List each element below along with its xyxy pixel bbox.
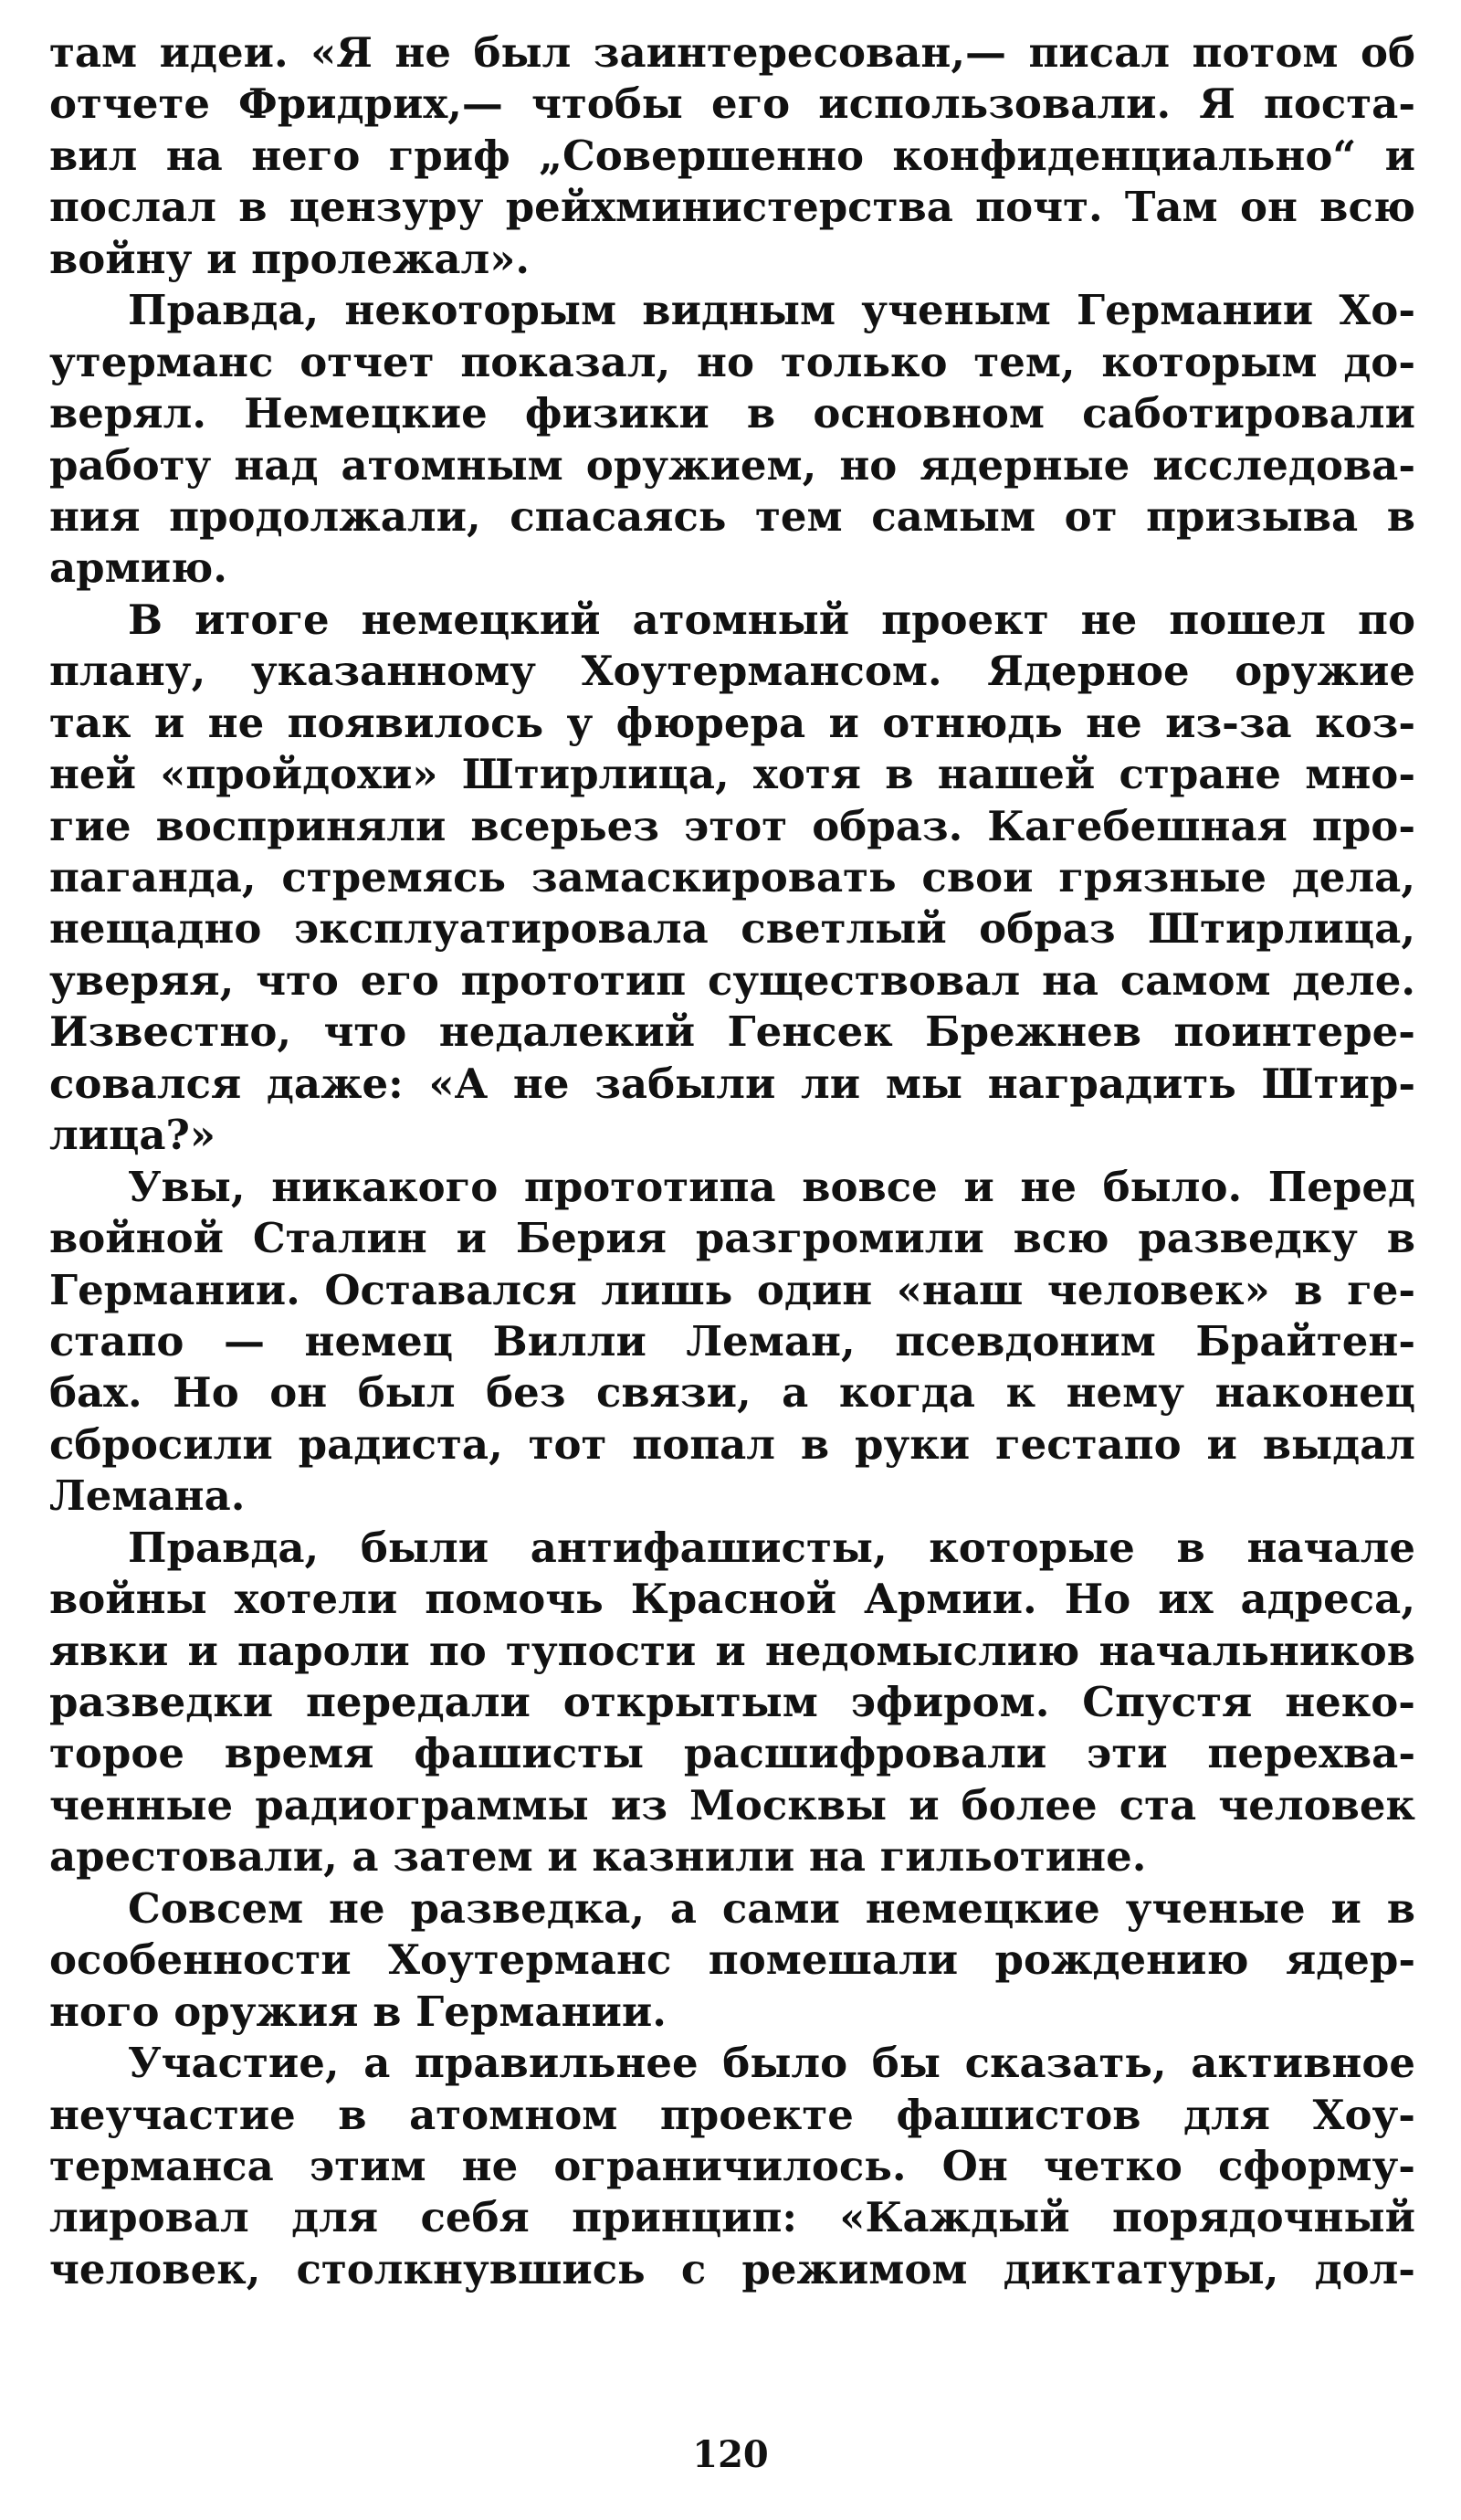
text-line: совался даже: «А не забыли ли мы наградить Штир- [49,1059,1415,1108]
text-line: В итоге немецкий атомный проект не пошел по [128,595,1415,644]
text-line: Известно, что недалекий Генсек Брежнев поинтере- [49,1007,1415,1057]
text-line: верял. Немецкие физики в основном саботировали [49,389,1415,438]
text-line: войной Сталин и Берия разгромили всю разведку в [49,1214,1415,1263]
text-line: гие восприняли всерьез этот образ. Кагебешная про- [49,801,1415,850]
text-line: ного оружия в Германии. [49,1987,667,2036]
text-line: Совсем не разведка, а сами немецкие ученые и в [128,1883,1415,1933]
text-line: паганда, стремясь замаскировать свои грязные дела, [49,853,1415,902]
text-line: Участие, а правильнее было бы сказать, активное [128,2039,1415,2088]
text-line: бах. Но он был без связи, а когда к нему наконец [49,1368,1415,1418]
text-line: плану, указанному Хоутермансом. Ядерное оружие [49,647,1415,696]
text-line: нещадно эксплуатировала светлый образ Штирлица, [49,904,1415,954]
text-line: человек, столкнувшись с режимом диктатуры, дол- [49,2244,1415,2293]
body-text [49,27,1415,2295]
text-line: армию. [49,543,227,593]
text-line: Правда, были антифашисты, которые в начале [128,1523,1415,1572]
text-line: войны хотели помочь Красной Армии. Но их адреса, [49,1575,1415,1624]
text-line: Правда, некоторым видным ученым Германии Хо- [128,286,1415,335]
paragraph [49,1523,1415,1883]
text-line: так и не появилось у фюрера и отнюдь не из-за коз- [49,698,1415,747]
text-line: торое время фашисты расшифровали эти перехва- [49,1729,1415,1778]
paragraph [49,285,1415,595]
text-line: послал в цензуру рейхминистерства почт. Там он всю [49,183,1415,232]
text-line: войну и пролежал». [49,234,531,283]
text-line: лица?» [49,1111,215,1160]
paragraph [49,595,1415,1162]
text-line: Лемана. [49,1471,246,1521]
text-line: неучастие в атомном проекте фашистов для Хоу- [49,2090,1415,2139]
text-line: арестовали, а затем и казнили на гильотине. [49,1832,1147,1882]
text-line: ней «пройдохи» Штирлица, хотя в нашей стране мно- [49,750,1415,799]
text-line: уверяя, что его прототип существовал на самом деле. [49,955,1415,1005]
text-line: там идеи. «Я не был заинтересован,— писал потом об [49,28,1415,77]
page-number: 120 [692,2433,769,2476]
text-line: сбросили радиста, тот попал в руки гестапо и выдал [49,1419,1415,1469]
text-line: отчете Фридрих,— чтобы его использовали. Я поста- [49,79,1415,129]
text-line: стапо — немец Вилли Леман, псевдоним Брайтен- [49,1316,1415,1365]
text-line: ния продолжали, спасаясь тем самым от призыва в [49,491,1415,541]
text-line: вил на него гриф „Совершенно конфиденциально“ и [49,131,1415,180]
text-line: ченные радиограммы из Москвы и более ста человек [49,1780,1415,1829]
paragraph [49,1883,1415,2038]
paragraph [49,2038,1415,2295]
text-line: терманса этим не ограничилось. Он четко сформу- [49,2141,1415,2190]
paragraph [49,1162,1415,1523]
text-line: лировал для себя принцип: «Каждый порядочный [49,2193,1415,2242]
text-line: Увы, никакого прототипа вовсе и не было. Перед [128,1162,1415,1211]
text-line: разведки передали открытым эфиром. Спустя неко- [49,1678,1415,1726]
text-line: особенности Хоутерманс помешали рождению ядер- [49,1935,1415,1985]
text-line: явки и пароли по тупости и недомыслию начальников [49,1626,1415,1675]
text-line: работу над атомным оружием, но ядерные исследова- [49,440,1415,490]
text-line: утерманс отчет показал, но только тем, которым до- [49,337,1415,386]
paragraph [49,27,1415,285]
text-line: Германии. Оставался лишь один «наш человек» в ге- [49,1265,1415,1314]
